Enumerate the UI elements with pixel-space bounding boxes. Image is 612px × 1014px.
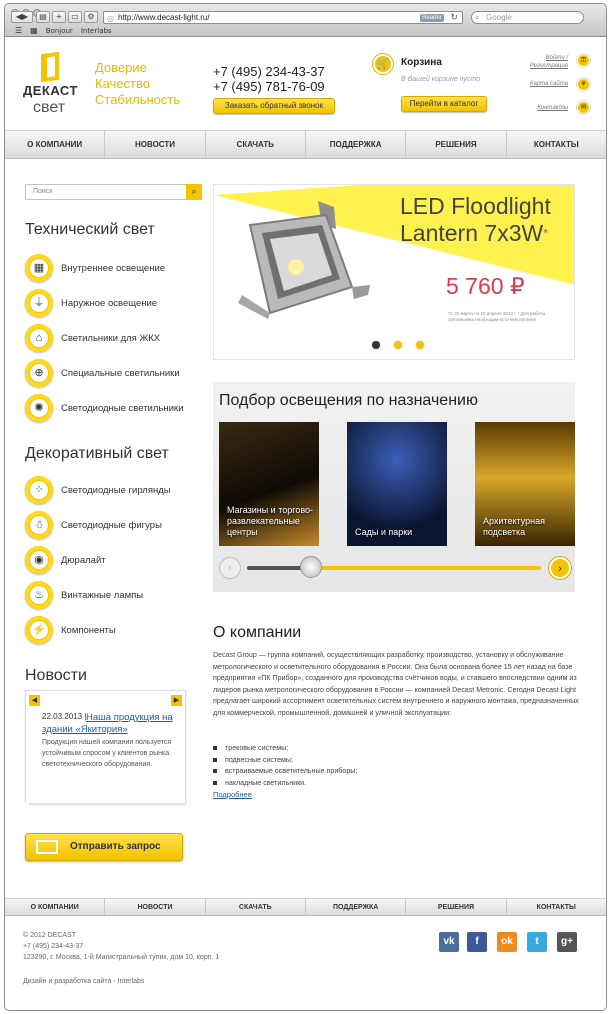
news-text: Продукция нашей компании пользуется устойчивым спросом у клиентов рынка светотехнического оборудования. xyxy=(42,739,172,768)
search-icon: ⌕ xyxy=(475,13,480,22)
footer-address: 123290, г. Москва, 1-й Магистральный тупик, дом 10, корп. 1 xyxy=(23,954,220,961)
phones xyxy=(213,64,325,94)
slogan-line: Качество xyxy=(95,76,150,91)
browser-toolbar xyxy=(5,4,606,37)
bookmark-interlabs[interactable]: Interlabs xyxy=(80,26,112,35)
vk-icon[interactable]: vk xyxy=(439,932,459,952)
more-link[interactable]: Подробнее xyxy=(213,790,252,799)
technical-light-title: Технический свет xyxy=(25,221,155,238)
banner-title-line: LED Floodlight xyxy=(400,193,551,219)
menu-item-about[interactable]: О КОМПАНИИ xyxy=(5,131,105,158)
connector-icon: ⚡ xyxy=(30,621,48,639)
catalog-button[interactable]: Перейти в каталог xyxy=(401,96,487,112)
top-sites-icon[interactable]: ▦ xyxy=(30,26,38,35)
bookmarks-icon[interactable]: ▤ xyxy=(36,11,50,23)
promo-banner[interactable] xyxy=(213,184,575,360)
slogan-line: Доверие xyxy=(95,60,147,75)
category-label: Наружное освещение xyxy=(61,297,158,309)
slider-handle[interactable] xyxy=(300,556,322,578)
banner-dot[interactable] xyxy=(394,341,402,349)
about-title: О компании xyxy=(213,624,302,641)
bookmarks-bar xyxy=(15,26,112,35)
news-prev-icon[interactable]: ◀ xyxy=(29,695,40,706)
category-item-duralight[interactable] xyxy=(25,545,106,575)
footer-menu-solutions[interactable]: РЕШЕНИЯ xyxy=(406,899,506,915)
garland-icon: ⁘ xyxy=(30,481,48,499)
banner-star: * xyxy=(543,226,548,240)
menu-item-support[interactable]: ПОДДЕРЖКА xyxy=(306,131,406,158)
news-card xyxy=(25,690,186,804)
banner-dot[interactable] xyxy=(416,341,424,349)
send-request-label: Отправить запрос xyxy=(70,841,161,852)
cart-title[interactable]: Корзина xyxy=(401,57,442,68)
category-item-special[interactable] xyxy=(25,358,180,388)
category-label: Светодиодные светильники xyxy=(61,402,184,414)
news-card-tail xyxy=(19,803,29,813)
sitemap-icon[interactable]: ⚘ xyxy=(577,78,590,91)
settings-icon[interactable]: ⚙ xyxy=(84,11,98,23)
logo-text: ДЕКАСТ xyxy=(23,83,78,98)
category-label: Светодиодные гирлянды xyxy=(61,484,171,496)
add-bookmark-icon[interactable]: + xyxy=(52,11,66,23)
selection-slider-track[interactable] xyxy=(247,566,541,570)
about-list xyxy=(213,743,357,789)
slider-prev-icon[interactable]: ‹ xyxy=(219,557,241,579)
slider-next-icon[interactable]: › xyxy=(549,557,571,579)
category-label: Компоненты xyxy=(61,624,116,636)
news-title: Новости xyxy=(25,667,87,684)
footer-info xyxy=(23,930,219,963)
envelope-icon xyxy=(36,840,58,854)
google-plus-icon[interactable]: g+ xyxy=(557,932,577,952)
card-caption: Архитектурная подсветка xyxy=(483,516,545,537)
selection-title: Подбор освещения по назначению xyxy=(219,392,478,409)
category-label: Дюралайт xyxy=(61,554,106,566)
back-forward-icon[interactable]: ◀▶ xyxy=(11,11,33,23)
card-caption: Магазины и торгово-развлекательные центры xyxy=(227,505,314,537)
category-item-indoor[interactable] xyxy=(25,253,165,283)
card-architecture[interactable] xyxy=(475,422,575,546)
logo[interactable] xyxy=(23,53,83,123)
address-bar[interactable] xyxy=(103,11,463,24)
about-text: Decast Group — группа компаний, осуществляющих разработку, производство, установку и обслуживание метрологического и осветительного оборудования в России. Она была основана более 15 лет назад на базе предприятия «ПК Прибор», созданного для производства счётчиков воды, и ставшего впоследствии одним из лидеров рынка метрологического оборудования в России — компанией Decast Metronic. Сегодня Decast Light предлагает широкий ассортимент осветительных систем внутреннего и наружного монтажа, предназначенных для коммерческой, промышленной, домашней и уличной эксплуатации: xyxy=(213,651,579,717)
bookmark-bonjour[interactable]: Bonjour xyxy=(45,26,73,35)
footer-menu-download[interactable]: СКАЧАТЬ xyxy=(206,899,306,915)
menu-item-news[interactable]: НОВОСТИ xyxy=(105,131,205,158)
web-page xyxy=(5,38,606,1011)
developer-credit[interactable]: Дизайн и разработка сайта - Interlabs xyxy=(23,978,145,985)
category-item-led[interactable] xyxy=(25,393,183,423)
led-panel-icon: ✺ xyxy=(30,399,48,417)
slogan-line: Стабильность xyxy=(95,92,181,107)
phone-number: +7 (495) 234-43-37 xyxy=(213,64,325,79)
category-item-outdoor[interactable] xyxy=(25,288,157,318)
category-label: Светодиодные фигуры xyxy=(61,519,162,531)
house-icon: ⌂ xyxy=(30,329,48,347)
menu-item-solutions[interactable]: РЕШЕНИЯ xyxy=(406,131,506,158)
menu-item-download[interactable]: СКАЧАТЬ xyxy=(206,131,306,158)
browser-search-placeholder: Google xyxy=(486,13,512,22)
category-item-vintage[interactable] xyxy=(25,580,143,610)
vintage-bulb-icon: ♨ xyxy=(30,586,48,604)
list-item: трековые системы; xyxy=(213,743,357,755)
list-item: подвесные системы; xyxy=(213,755,357,767)
street-lamp-icon: ⏚ xyxy=(30,294,48,312)
news-next-icon[interactable]: ▶ xyxy=(171,695,182,706)
lighting-selection xyxy=(213,382,575,592)
copyright: © 2012 DECAST xyxy=(23,932,77,939)
banner-dot-active[interactable] xyxy=(372,341,380,349)
footer-phone: +7 (495) 234-43-37 xyxy=(23,943,84,950)
banner-note: *С 31 марта по 15 апреля 2013 г. * Для работы светильника необходим источник питания xyxy=(448,311,546,322)
cart-icon[interactable]: 🛒 xyxy=(373,54,393,74)
category-item-garlands[interactable] xyxy=(25,475,171,505)
reading-list-icon[interactable]: ☰ xyxy=(15,26,23,35)
footer-menu-news[interactable]: НОВОСТИ xyxy=(105,899,205,915)
site-search-input[interactable] xyxy=(25,184,202,200)
menu-item-contacts[interactable]: КОНТАКТЫ xyxy=(533,140,579,149)
floodlight-image xyxy=(222,195,372,325)
reader-button[interactable]: Reader xyxy=(420,14,444,22)
slogan xyxy=(95,60,180,108)
banner-title xyxy=(400,193,551,247)
main-menu xyxy=(5,130,606,159)
search-icon[interactable]: ⌕ xyxy=(186,184,202,200)
category-label: Винтажные лампы xyxy=(61,589,144,601)
list-item: встраиваемые осветительные приборы; xyxy=(213,766,357,778)
footer-menu-support[interactable]: ПОДДЕРЖКА xyxy=(306,899,406,915)
banner-title-line: Lantern 7x3W xyxy=(400,220,544,246)
site-search-placeholder: Поиск xyxy=(33,188,53,195)
key-icon[interactable]: ⚿ xyxy=(577,54,590,67)
login-link[interactable]: Войти / Регистрация xyxy=(529,55,568,69)
list-item: накладные светильники. xyxy=(213,778,357,790)
decorative-light-title: Декоративный свет xyxy=(25,445,169,462)
category-item-figures[interactable] xyxy=(25,510,162,540)
cable-reel-icon: ◉ xyxy=(30,551,48,569)
card-gardens-parks[interactable] xyxy=(347,422,447,546)
category-label: Специальные светильники xyxy=(61,367,180,379)
contacts-link[interactable]: Контакты xyxy=(537,105,568,111)
browser-window xyxy=(4,3,607,1011)
odnoklassniki-icon[interactable]: ok xyxy=(497,932,517,952)
category-label: Внутреннее освещение xyxy=(61,262,166,274)
sitemap-link[interactable]: Карта сайта xyxy=(529,81,568,87)
share-icon[interactable]: ▭ xyxy=(68,11,82,23)
mail-icon[interactable]: ✉ xyxy=(577,101,590,114)
crosshair-icon: ⊕ xyxy=(30,364,48,382)
news-date: 22.03.2013 | xyxy=(42,712,87,721)
snowman-icon: ☃ xyxy=(30,516,48,534)
category-item-components[interactable] xyxy=(25,615,116,645)
send-request-button[interactable] xyxy=(25,833,183,861)
footer-menu-contacts[interactable]: КОНТАКТЫ xyxy=(536,904,576,911)
globe-icon: ◎ xyxy=(107,14,114,23)
footer-menu-about[interactable]: О КОМПАНИИ xyxy=(5,899,105,915)
url-text: http://www.decast-light.ru/ xyxy=(118,13,210,22)
category-item-housing[interactable] xyxy=(25,323,160,353)
logo-subtext: свет xyxy=(33,99,66,116)
reload-icon[interactable]: ↻ xyxy=(450,12,458,22)
card-caption: Сады и парки xyxy=(355,527,413,537)
facebook-icon[interactable]: f xyxy=(467,932,487,952)
footer-menu xyxy=(5,898,606,916)
indoor-lamp-icon: ▦ xyxy=(30,259,48,277)
browser-search-input[interactable] xyxy=(471,11,584,24)
card-shopping-centers[interactable] xyxy=(219,422,319,546)
logo-mark-icon xyxy=(41,52,59,83)
cart-status: В Вашей корзине пусто xyxy=(401,76,481,83)
twitter-icon[interactable]: t xyxy=(527,932,547,952)
news-headline-link[interactable]: Наша продукция на здании «Якитория» xyxy=(42,712,173,735)
callback-button[interactable]: Заказать обратный звонок xyxy=(213,98,335,114)
category-label: Светильники для ЖКХ xyxy=(61,332,161,344)
phone-number: +7 (495) 781-76-09 xyxy=(213,79,325,94)
banner-price: 5 760 ₽ xyxy=(446,273,525,299)
